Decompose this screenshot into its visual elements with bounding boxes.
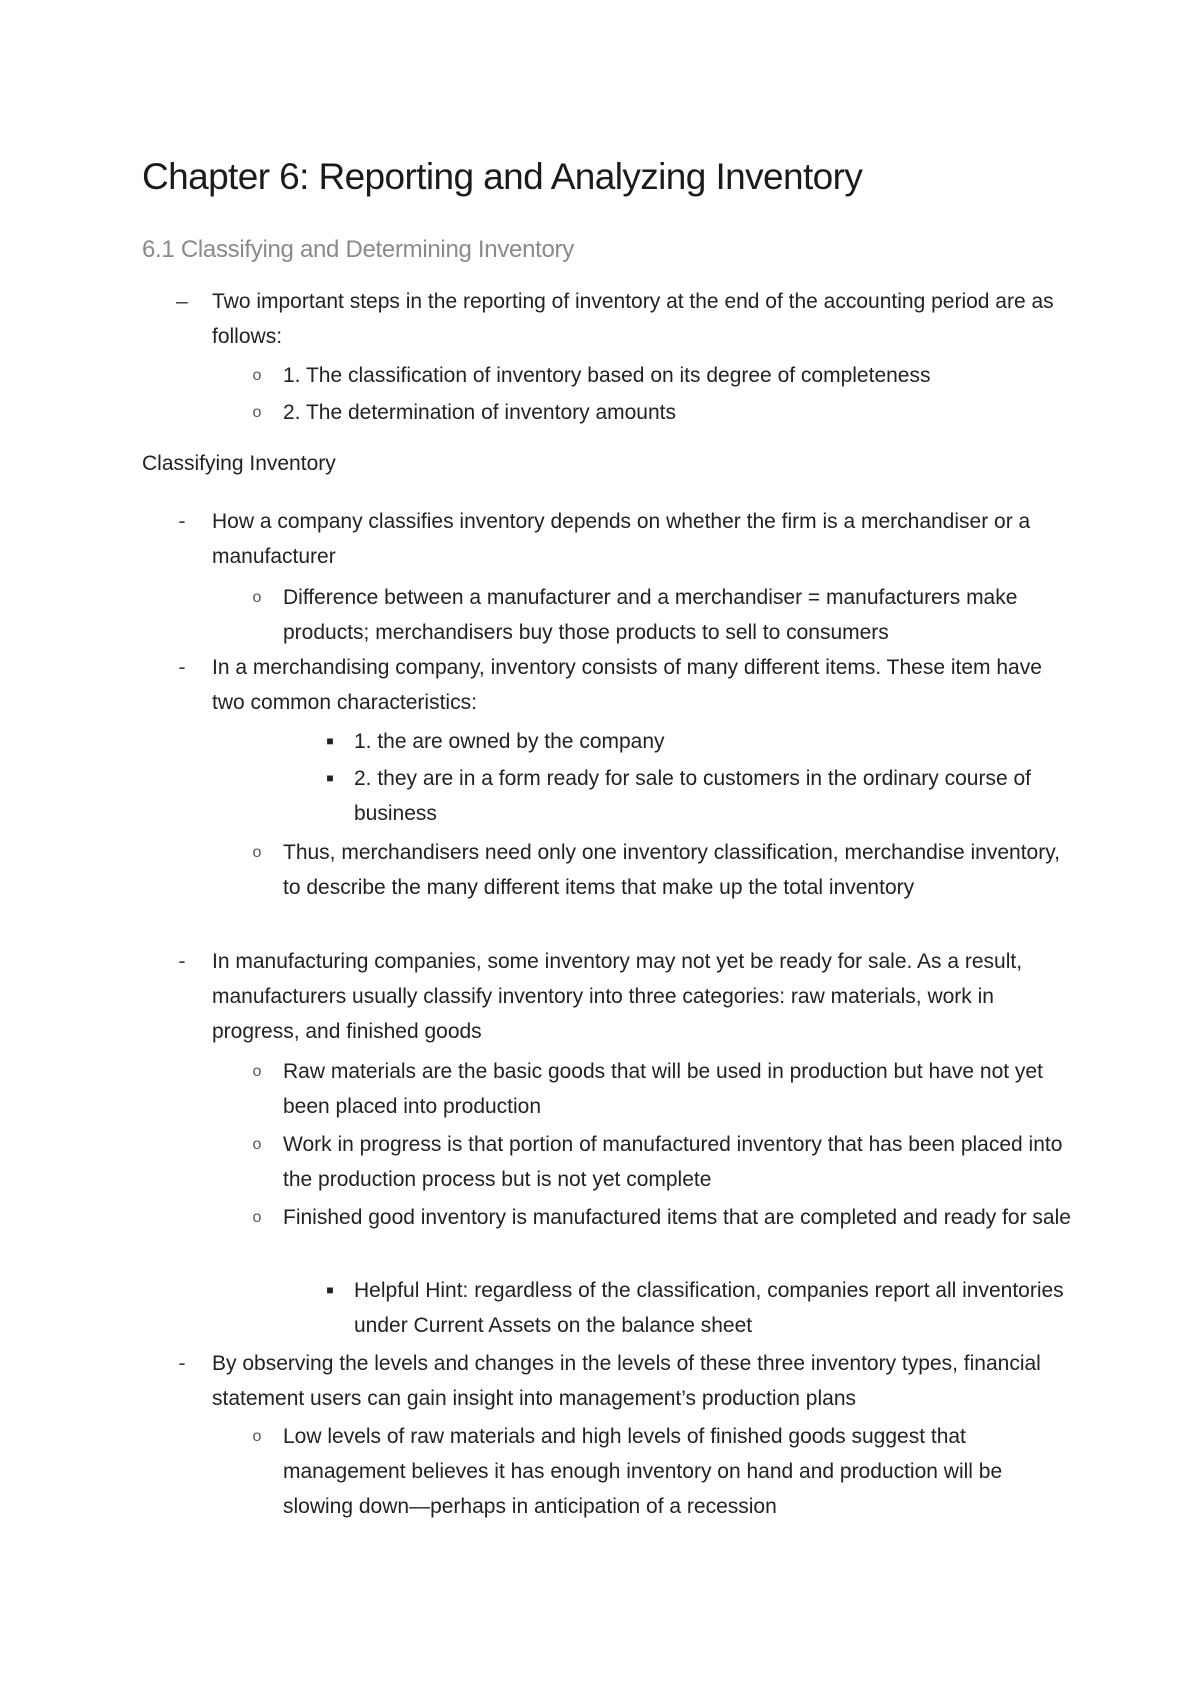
list-item-b1 (178, 504, 1072, 574)
section-heading: 6.1 Classifying and Determining Inventory (142, 236, 574, 263)
dash-bullet: - (178, 656, 186, 679)
list-item-text: In a merchandising company, inventory consists of many different items. These item have two common characteristics: (212, 656, 1042, 714)
list-item-b3-1 (252, 1054, 1072, 1124)
list-item-b3 (178, 944, 1072, 1049)
dash-bullet: – (176, 290, 188, 313)
list-item-b3-3-s1 (326, 1273, 1072, 1343)
square-bullet: ■ (326, 771, 334, 785)
dash-bullet: - (178, 1352, 186, 1375)
list-item-b2-s2 (326, 761, 1072, 831)
list-item-text: Raw materials are the basic goods that will be used in production but have not yet been placed into production (283, 1060, 1043, 1118)
circle-bullet: o (252, 1136, 262, 1153)
square-bullet: ■ (326, 734, 334, 748)
circle-bullet: o (252, 367, 262, 384)
list-item-text: Thus, merchandisers need only one inventory classification, merchandise inventory, to describe the many different items that make up the total inventory (283, 841, 1060, 899)
list-item-text: Work in progress is that portion of manufactured inventory that has been placed into the production process but is not yet complete (283, 1133, 1063, 1191)
list-item-b3-3 (252, 1200, 1072, 1235)
list-item-text: Two important steps in the reporting of inventory at the end of the accounting period are as follows: (212, 290, 1054, 348)
square-bullet: ■ (326, 1283, 334, 1297)
list-item-text: 2. they are in a form ready for sale to customers in the ordinary course of business (354, 767, 1031, 825)
circle-bullet: o (252, 1209, 262, 1226)
list-item-text: By observing the levels and changes in the levels of these three inventory types, financial statement users can gain insight into management’s production plans (212, 1352, 1041, 1410)
dash-bullet: - (178, 950, 186, 973)
chapter-title: Chapter 6: Reporting and Analyzing Inventory (142, 156, 863, 197)
list-item-intro-2 (252, 395, 1072, 430)
list-item-b2 (178, 650, 1072, 720)
circle-bullet: o (252, 589, 262, 606)
list-item-b3-2 (252, 1127, 1072, 1197)
list-item-b2-1 (252, 835, 1072, 905)
list-item-text: 1. The classification of inventory based on its degree of completeness (283, 364, 931, 387)
list-item-text: Helpful Hint: regardless of the classification, companies report all inventories under Current Assets on the balance sheet (354, 1279, 1064, 1337)
list-item-b4-1 (252, 1419, 1072, 1524)
list-item-text: 1. the are owned by the company (354, 730, 665, 753)
list-item-text: How a company classifies inventory depends on whether the firm is a merchandiser or a manufacturer (212, 510, 1031, 568)
list-item-intro (176, 284, 1072, 354)
list-item-text: In manufacturing companies, some inventory may not yet be ready for sale. As a result, manufacturers usually classify inventory into three categories: raw materials, work in progress, and finished goods (212, 950, 1023, 1043)
circle-bullet: o (252, 404, 262, 421)
list-item-b1-1 (252, 580, 1072, 650)
list-item-text: 2. The determination of inventory amounts (283, 401, 677, 424)
circle-bullet: o (252, 1428, 262, 1445)
list-item-b4 (178, 1346, 1072, 1416)
subheading-classifying-inventory: Classifying Inventory (142, 452, 336, 475)
list-item-intro-1 (252, 358, 1072, 393)
list-item-b2-s1 (326, 724, 1072, 759)
dash-bullet: - (178, 510, 186, 533)
list-item-text: Finished good inventory is manufactured items that are completed and ready for sale (283, 1206, 1071, 1229)
circle-bullet: o (252, 1063, 262, 1080)
circle-bullet: o (252, 844, 262, 861)
list-item-text: Low levels of raw materials and high levels of finished goods suggest that management believes it has enough inventory on hand and production will be slowing down—perhaps in anticipation of a recession (283, 1425, 1003, 1518)
list-item-text: Difference between a manufacturer and a merchandiser = manufacturers make products; merchandisers buy those products to sell to consumers (283, 586, 1018, 644)
